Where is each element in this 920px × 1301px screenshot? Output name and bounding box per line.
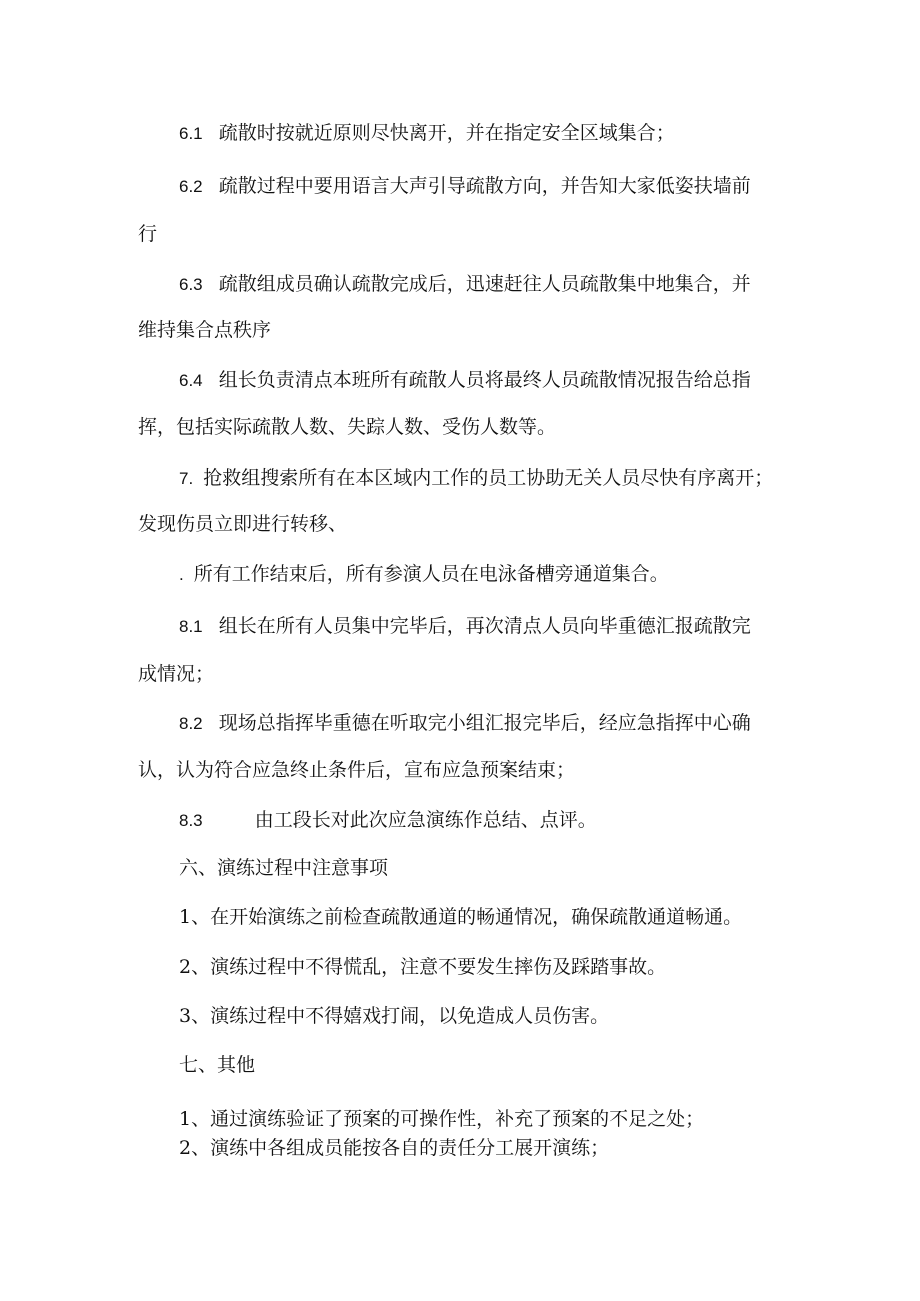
paragraph-6-3 <box>179 272 751 297</box>
list-item: 1、通过演练验证了预案的可操作性，补充了预案的不足之处； <box>179 1108 705 1130</box>
paragraph-8-1 <box>179 614 751 639</box>
paragraph-text: 疏散过程中要用语言大声引导疏散方向，并告知大家低姿扶墙前 <box>218 175 751 197</box>
paragraph-8-3 <box>179 808 597 833</box>
list-item: 1、在开始演练之前检查疏散通道的畅通情况，确保疏散通道畅通。 <box>179 906 743 928</box>
section-7-heading: 七、其他 <box>179 1054 256 1076</box>
paragraph-6-1 <box>179 121 675 146</box>
paragraph-text: 组长在所有人员集中完毕后，再次清点人员向毕重德汇报疏散完 <box>218 615 751 637</box>
item-number: . <box>179 565 184 584</box>
item-number: 6.2 <box>179 177 203 196</box>
paragraph-text: 组长负责清点本班所有疏散人员将最终人员疏散情况报告给总指 <box>218 369 751 391</box>
item-number: 8.3 <box>179 811 203 830</box>
section-6-heading: 六、演练过程中注意事项 <box>179 857 389 879</box>
item-number: 7. <box>179 469 194 488</box>
paragraph-8 <box>179 562 669 587</box>
paragraph-text: 所有工作结束后，所有参演人员在电泳备槽旁通道集合。 <box>193 563 669 585</box>
paragraph-text: 疏散组成员确认疏散完成后，迅速赶往人员疏散集中地集合，并 <box>218 273 751 295</box>
item-number: 8.2 <box>179 714 203 733</box>
paragraph-continuation: 发现伤员立即进行转移、 <box>138 513 348 535</box>
paragraph-text: 由工段长对此次应急演练作总结、点评。 <box>254 809 597 831</box>
paragraph-text: 现场总指挥毕重德在听取完小组汇报完毕后，经应急指挥中心确 <box>218 712 751 734</box>
paragraph-8-2 <box>179 711 751 736</box>
list-item: 3、演练过程中不得嬉戏打闹，以免造成人员伤害。 <box>179 1005 610 1027</box>
paragraph-continuation: 认，认为符合应急终止条件后，宣布应急预案结束； <box>138 759 576 781</box>
paragraph-continuation: 成情况； <box>138 663 215 685</box>
item-number: 6.4 <box>179 371 203 390</box>
list-item: 2、演练中各组成员能按各自的责任分工展开演练； <box>179 1137 610 1159</box>
paragraph-continuation: 维持集合点秩序 <box>138 319 272 341</box>
paragraph-text: 抢救组搜索所有在本区域内工作的员工协助无关人员尽快有序离开； <box>203 467 774 489</box>
paragraph-6-2 <box>179 174 751 199</box>
item-number: 8.1 <box>179 617 203 636</box>
paragraph-text: 疏散时按就近原则尽快离开，并在指定安全区域集合； <box>218 122 675 144</box>
paragraph-6-4 <box>179 368 751 393</box>
list-item: 2、演练过程中不得慌乱，注意不要发生摔伤及踩踏事故。 <box>179 956 667 978</box>
item-number: 6.3 <box>179 275 203 294</box>
paragraph-continuation: 行 <box>138 223 158 245</box>
item-number: 6.1 <box>179 124 203 143</box>
paragraph-7 <box>179 466 773 491</box>
paragraph-continuation: 挥，包括实际疏散人数、失踪人数、受伤人数等。 <box>138 416 557 438</box>
